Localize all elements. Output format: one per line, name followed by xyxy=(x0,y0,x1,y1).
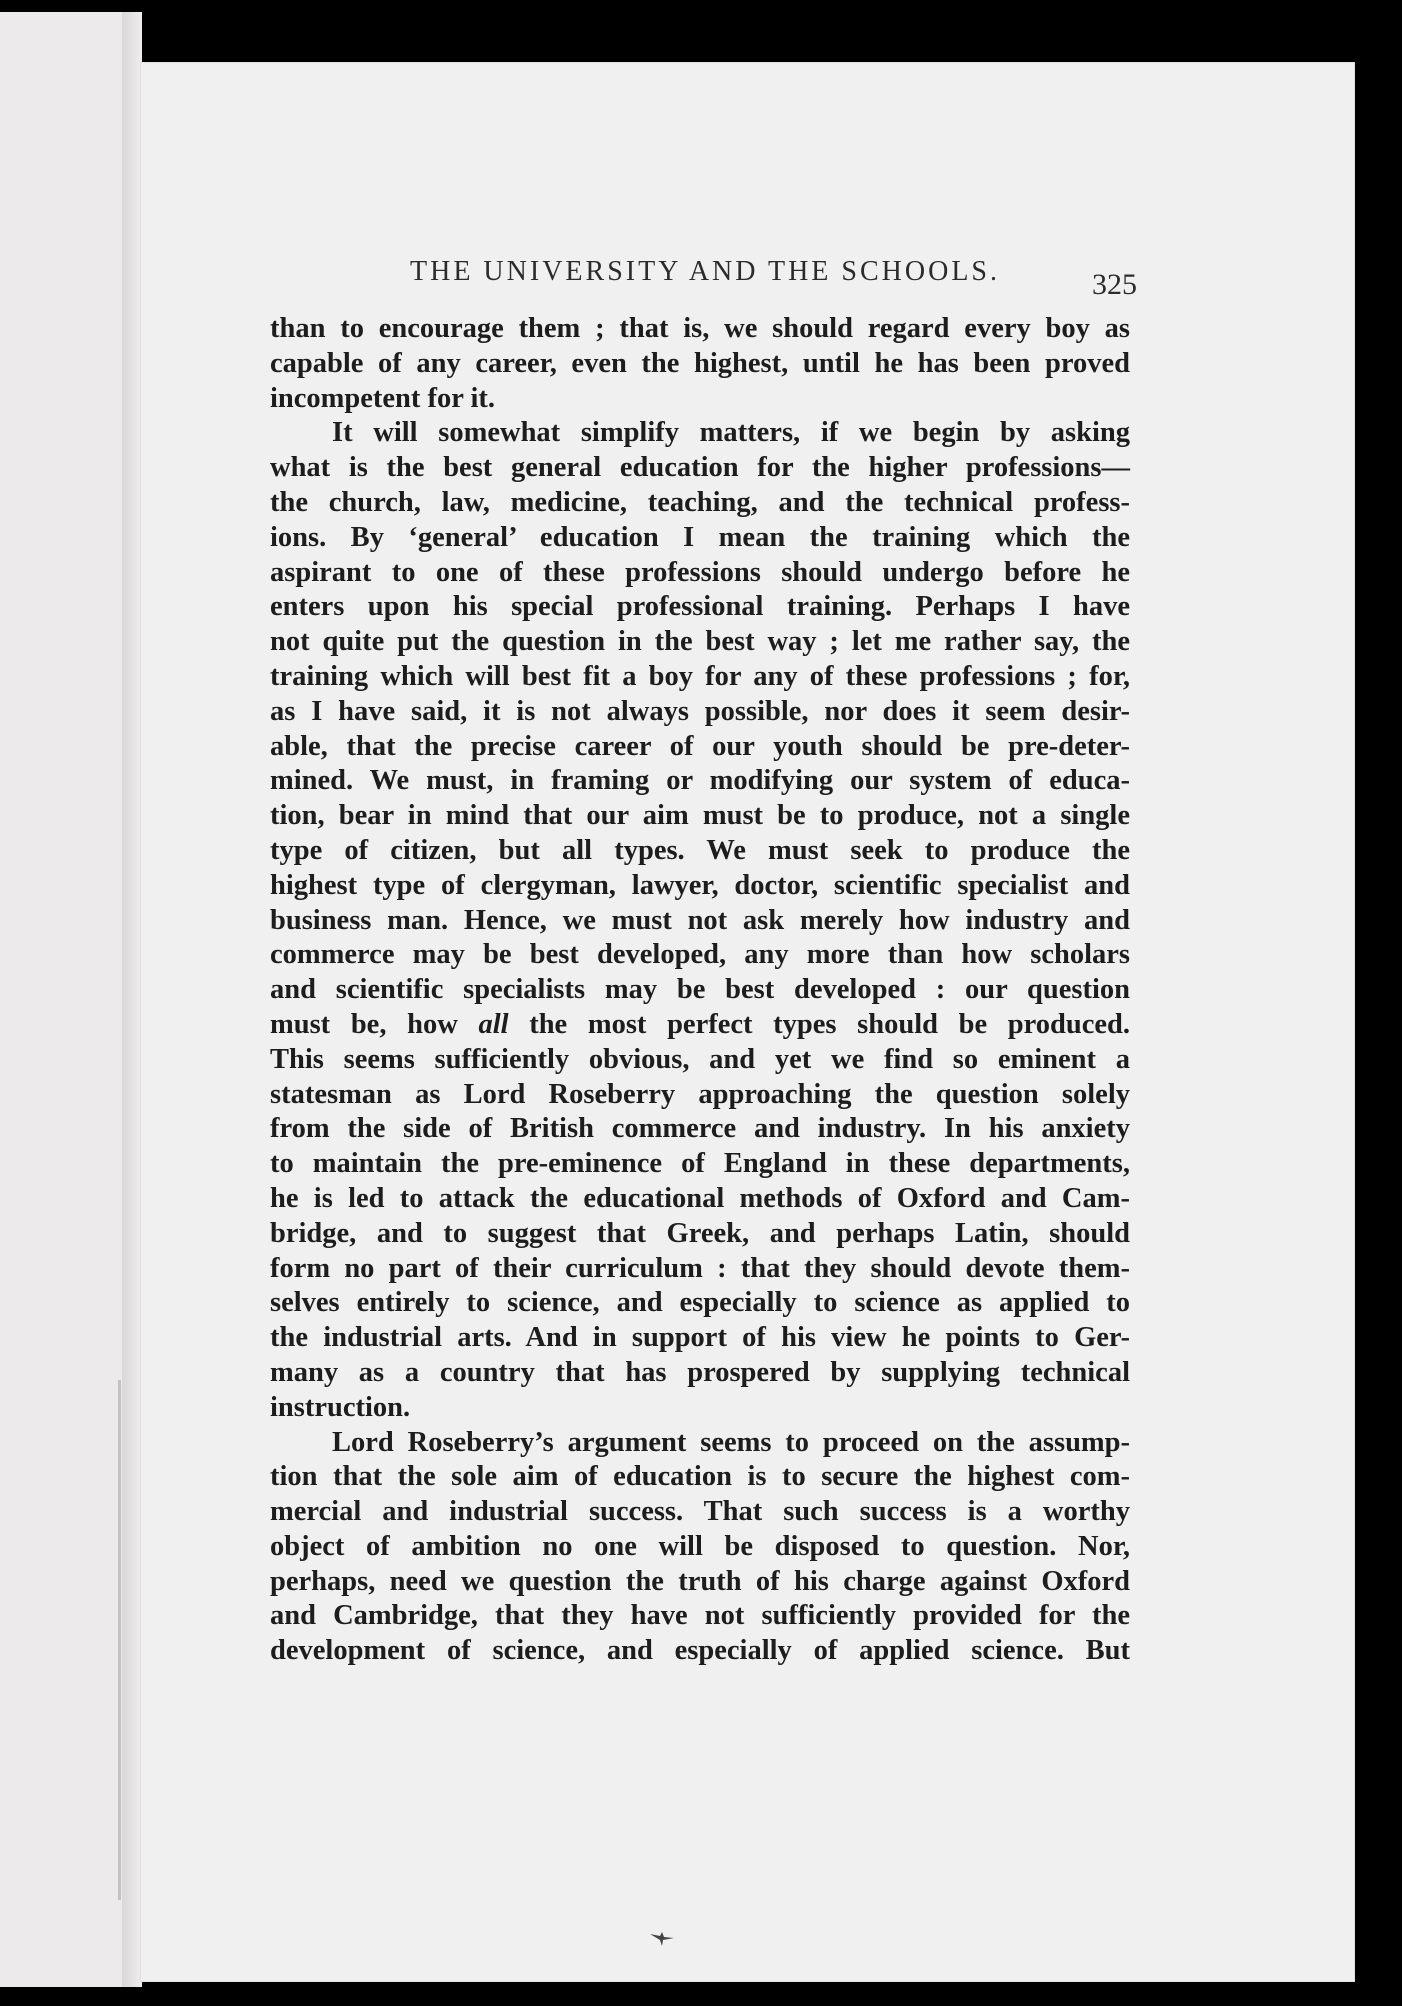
text-line: tion, bear in mind that our aim must be to produce, not a single xyxy=(270,800,1130,832)
text-line: to maintain the pre-eminence of England in these departments, xyxy=(270,1148,1130,1180)
text-line: capable of any career, even the highest, until he has been proved xyxy=(270,347,1130,379)
text-line: It will somewhat simplify matters, if we begin by asking xyxy=(332,417,1130,449)
text-line: than to encourage them ; that is, we should regard every boy as xyxy=(270,313,1130,344)
text-line: ions. By ‘general’ education I mean the training which the xyxy=(270,521,1130,553)
book-gutter xyxy=(122,12,142,1987)
text-line: business man. Hence, we must not ask merely how industry and xyxy=(270,904,1130,936)
text-line: Lord Roseberry’s argument seems to proceed on the assump- xyxy=(332,1426,1130,1458)
page-edge-shadow xyxy=(118,1380,121,1900)
text-line: and Cambridge, that they have not sufficiently provided for the xyxy=(270,1600,1130,1632)
running-head: THE UNIVERSITY AND THE SCHOOLS. xyxy=(410,256,1000,287)
text-line: form no part of their curriculum : that they should devote them- xyxy=(270,1252,1130,1284)
text-line: This seems sufficiently obvious, and yet we find so eminent a xyxy=(270,1043,1130,1075)
text-line: what is the best general education for the higher professions— xyxy=(270,452,1130,484)
text-line: from the side of British commerce and industry. In his anxiety xyxy=(270,1113,1130,1145)
text-line: mined. We must, in framing or modifying our system of educa- xyxy=(270,765,1130,797)
body-text xyxy=(270,312,1130,1669)
text-line: incompetent for it. xyxy=(270,382,496,414)
text-line: the industrial arts. And in support of his view he points to Ger- xyxy=(270,1322,1130,1354)
text-line: perhaps, need we question the truth of his charge against Oxford xyxy=(270,1565,1130,1597)
blemish-icon xyxy=(648,1930,676,1948)
text-line: statesman as Lord Roseberry approaching the question solely xyxy=(270,1078,1130,1110)
text-line: instruction. xyxy=(270,1391,411,1423)
facing-page-edge xyxy=(0,12,122,1987)
text-line: many as a country that has prospered by supplying technical xyxy=(270,1356,1130,1388)
text-line: commerce may be best developed, any more than how scholars xyxy=(270,939,1130,971)
text-line: aspirant to one of these professions should undergo before he xyxy=(270,556,1130,588)
text-line: the church, law, medicine, teaching, and the technical profess- xyxy=(270,486,1130,518)
text-line: not quite put the question in the best way ; let me rather say, the xyxy=(270,626,1130,658)
text-line: highest type of clergyman, lawyer, doctor, scientific specialist and xyxy=(270,869,1130,901)
text-line: must be, how all the most perfect types should be produced. xyxy=(270,1008,1130,1040)
text-line: enters upon his special professional training. Perhaps I have xyxy=(270,591,1130,623)
text-line: and scientific specialists may be best developed : our question xyxy=(270,974,1130,1006)
text-line: training which will best fit a boy for any of these professions ; for, xyxy=(270,660,1130,692)
text-line: tion that the sole aim of education is to secure the highest com- xyxy=(270,1461,1130,1493)
text-line: as I have said, it is not always possible, nor does it seem desir- xyxy=(270,695,1130,727)
emphasis: all xyxy=(478,1008,509,1040)
scan-blemish-mark xyxy=(648,1930,676,1948)
text-line: bridge, and to suggest that Greek, and perhaps Latin, should xyxy=(270,1217,1130,1249)
text-line: selves entirely to science, and especially to science as applied to xyxy=(270,1287,1130,1319)
text-line: mercial and industrial success. That such success is a worthy xyxy=(270,1496,1130,1528)
text-line: type of citizen, but all types. We must seek to produce the xyxy=(270,834,1130,866)
text-line: able, that the precise career of our youth should be pre-deter- xyxy=(270,730,1130,762)
page-number: 325 xyxy=(1092,268,1137,301)
text-line: development of science, and especially of applied science. But xyxy=(270,1635,1130,1667)
text-line: object of ambition no one will be disposed to question. Nor, xyxy=(270,1530,1130,1562)
text-line: he is led to attack the educational methods of Oxford and Cam- xyxy=(270,1182,1130,1214)
